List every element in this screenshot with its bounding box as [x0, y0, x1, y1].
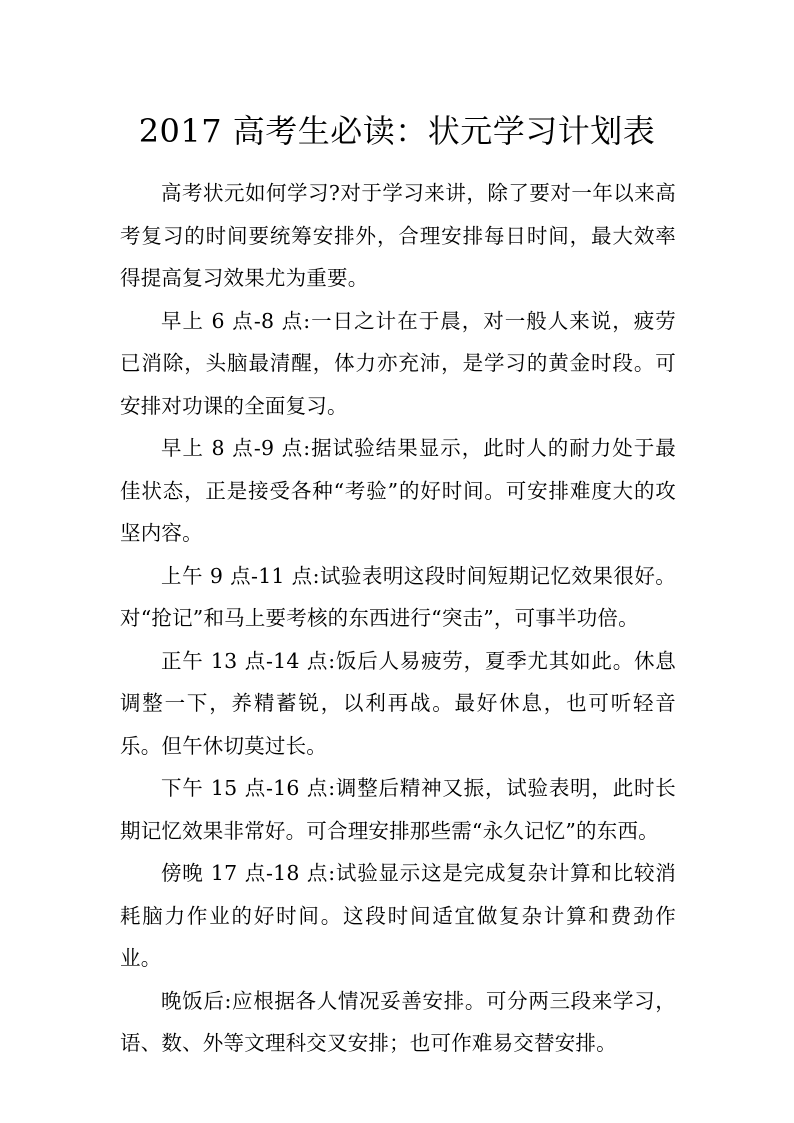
schedule-item-9-11	[120, 555, 676, 640]
schedule-description: 试验表明这段时间短期记忆效果很好。对“抢记”和马上要考核的东西进行“突击”，可事半功倍。	[120, 563, 676, 630]
schedule-item-15-16	[120, 767, 676, 852]
intro-paragraph: 高考状元如何学习?对于学习来讲，除了要对一年以来高考复习的时间要统筹安排外，合理安排每日时间，最大效率得提高复习效果尤为重要。	[120, 181, 676, 290]
schedule-time-label: 早上 8 点-9 点:	[161, 436, 311, 460]
schedule-description: 据试验结果显示，此时人的耐力处于最佳状态，正是接受各种“考验”的好时间。可安排难度大的攻坚内容。	[120, 436, 676, 545]
schedule-item-6-8	[120, 300, 676, 428]
schedule-time-label: 晚饭后:	[161, 988, 232, 1013]
schedule-description: 调整后精神又振，试验表明，此时长期记忆效果非常好。可合理安排那些需“永久记忆”的东西。	[120, 776, 677, 843]
document-title: 2017 高考生必读：状元学习计划表	[138, 112, 656, 150]
schedule-time-label: 正午 13 点-14 点:	[161, 648, 336, 673]
schedule-item-after-dinner	[120, 980, 676, 1065]
schedule-item-8-9	[120, 427, 676, 555]
schedule-time-label: 傍晚 17 点-18 点:	[161, 861, 336, 885]
schedule-description: 试验显示这是完成复杂计算和比较消耗脑力作业的好时间。这段时间适宜做复杂计算和费劲作业。	[120, 861, 677, 970]
schedule-time-label: 下午 15 点-16 点:	[161, 776, 336, 800]
schedule-description: 一日之计在于晨，对一般人来说，疲劳已消除，头脑最清醒，体力亦充沛，是学习的黄金时段。可安排对功课的全面复习。	[120, 308, 676, 418]
schedule-time-label: 上午 9 点-11 点:	[161, 563, 320, 588]
schedule-description: 应根据各人情况妥善安排。可分两三段来学习，语、数、外等文理科交叉安排；也可作难易交替安排。	[120, 988, 676, 1055]
schedule-item-13-14	[120, 640, 676, 768]
schedule-time-label: 早上 6 点-8 点:	[161, 308, 311, 333]
document-body	[120, 172, 676, 1065]
schedule-item-17-18	[120, 852, 676, 980]
schedule-description: 饭后人易疲劳，夏季尤其如此。休息调整一下，养精蓄锐，以利再战。最好休息，也可听轻音乐。但午休切莫过长。	[120, 648, 677, 758]
